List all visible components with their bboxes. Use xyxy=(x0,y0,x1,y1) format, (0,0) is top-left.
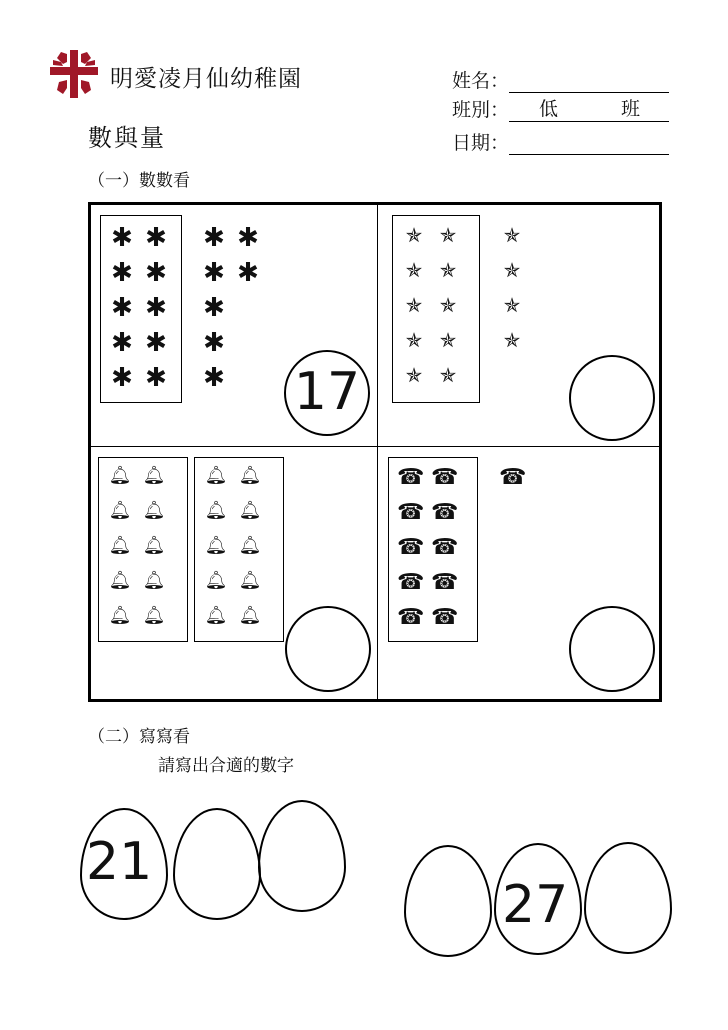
asterisk-icon: ✱ xyxy=(145,363,167,393)
asterisk-icon: ✱ xyxy=(237,223,259,253)
date-label: 日期： xyxy=(452,132,510,154)
egg-number: 27 xyxy=(502,875,569,935)
grid-divider-horizontal xyxy=(91,446,659,447)
egg-1-3[interactable] xyxy=(258,800,346,912)
section2-instruction: 請寫出合適的數字 xyxy=(158,756,294,776)
telephone-icon: ☎ xyxy=(431,570,459,595)
asterisk-icon: ✱ xyxy=(145,223,167,253)
counting-grid xyxy=(88,202,662,702)
star-icon: ✯ xyxy=(503,258,521,282)
bell-icon: 🔔︎ xyxy=(142,500,166,521)
asterisk-icon: ✱ xyxy=(111,328,133,358)
telephone-icon: ☎ xyxy=(431,535,459,560)
telephone-icon: ☎ xyxy=(431,465,459,490)
egg-2-3[interactable] xyxy=(584,842,672,954)
answer-circle-asterisks[interactable]: 17 xyxy=(284,350,370,436)
telephone-icon: ☎ xyxy=(431,605,459,630)
star-icon: ✯ xyxy=(405,363,423,387)
asterisk-icon: ✱ xyxy=(111,293,133,323)
answer-circle-bells[interactable] xyxy=(285,606,371,692)
bell-icon: 🔔︎ xyxy=(238,465,262,486)
telephone-icon: ☎ xyxy=(431,500,459,525)
bell-icon: 🔔︎ xyxy=(204,535,228,556)
asterisk-icon: ✱ xyxy=(145,328,167,358)
bell-icon: 🔔︎ xyxy=(108,605,132,626)
answer-circle-telephones[interactable] xyxy=(569,606,655,692)
egg-2-1[interactable] xyxy=(404,845,492,957)
date-field[interactable] xyxy=(452,128,669,155)
bell-icon: 🔔︎ xyxy=(108,535,132,556)
school-name: 明愛凌月仙幼稚園 xyxy=(110,66,302,92)
telephone-icon: ☎ xyxy=(499,465,527,490)
star-icon: ✯ xyxy=(439,293,457,317)
bell-icon: 🔔︎ xyxy=(204,605,228,626)
star-icon: ✯ xyxy=(503,328,521,352)
telephone-icon: ☎ xyxy=(397,465,425,490)
bell-icon: 🔔︎ xyxy=(204,570,228,591)
bell-icon: 🔔︎ xyxy=(204,500,228,521)
worksheet-title: 數與量 xyxy=(88,124,166,152)
star-icon: ✯ xyxy=(405,293,423,317)
name-line[interactable] xyxy=(509,72,669,93)
logo xyxy=(47,48,101,100)
star-icon: ✯ xyxy=(439,223,457,247)
telephone-icon: ☎ xyxy=(397,570,425,595)
bell-icon: 🔔︎ xyxy=(142,605,166,626)
asterisk-icon: ✱ xyxy=(203,328,225,358)
asterisk-icon: ✱ xyxy=(237,258,259,288)
star-icon: ✯ xyxy=(405,328,423,352)
asterisk-icon: ✱ xyxy=(203,293,225,323)
asterisk-icon: ✱ xyxy=(111,258,133,288)
answer-circle-stars[interactable] xyxy=(569,355,655,441)
asterisk-icon: ✱ xyxy=(111,363,133,393)
star-icon: ✯ xyxy=(405,223,423,247)
bell-icon: 🔔︎ xyxy=(108,465,132,486)
telephone-icon: ☎ xyxy=(397,500,425,525)
star-icon: ✯ xyxy=(439,363,457,387)
class-label: 班別： xyxy=(452,99,510,121)
date-line[interactable] xyxy=(509,134,669,155)
egg-1-2[interactable] xyxy=(173,808,261,920)
section1-heading: （一）數數看 xyxy=(88,171,190,191)
bell-icon: 🔔︎ xyxy=(142,570,166,591)
bell-icon: 🔔︎ xyxy=(204,465,228,486)
bell-icon: 🔔︎ xyxy=(238,570,262,591)
egg-1-1[interactable] xyxy=(80,808,168,920)
star-icon: ✯ xyxy=(405,258,423,282)
bell-icon: 🔔︎ xyxy=(108,500,132,521)
name-label: 姓名： xyxy=(452,70,510,92)
star-icon: ✯ xyxy=(439,258,457,282)
class-value: 低 班 xyxy=(539,98,663,120)
bell-icon: 🔔︎ xyxy=(142,465,166,486)
egg-number: 21 xyxy=(86,832,153,892)
star-icon: ✯ xyxy=(503,223,521,247)
grid-divider-vertical xyxy=(377,205,378,699)
star-icon: ✯ xyxy=(503,293,521,317)
bell-icon: 🔔︎ xyxy=(238,500,262,521)
asterisk-icon: ✱ xyxy=(111,223,133,253)
name-field[interactable] xyxy=(452,66,669,93)
class-field[interactable] xyxy=(452,95,669,122)
class-line[interactable] xyxy=(509,98,669,122)
asterisk-icon: ✱ xyxy=(203,363,225,393)
bell-icon: 🔔︎ xyxy=(108,570,132,591)
asterisk-icon: ✱ xyxy=(203,223,225,253)
star-icon: ✯ xyxy=(439,328,457,352)
asterisk-icon: ✱ xyxy=(145,258,167,288)
egg-2-2[interactable] xyxy=(494,843,582,955)
bell-icon: 🔔︎ xyxy=(238,535,262,556)
asterisk-icon: ✱ xyxy=(203,258,225,288)
bell-icon: 🔔︎ xyxy=(238,605,262,626)
telephone-icon: ☎ xyxy=(397,605,425,630)
bell-icon: 🔔︎ xyxy=(142,535,166,556)
section2-heading: （二）寫寫看 xyxy=(88,727,190,747)
asterisk-icon: ✱ xyxy=(145,293,167,323)
telephone-icon: ☎ xyxy=(397,535,425,560)
